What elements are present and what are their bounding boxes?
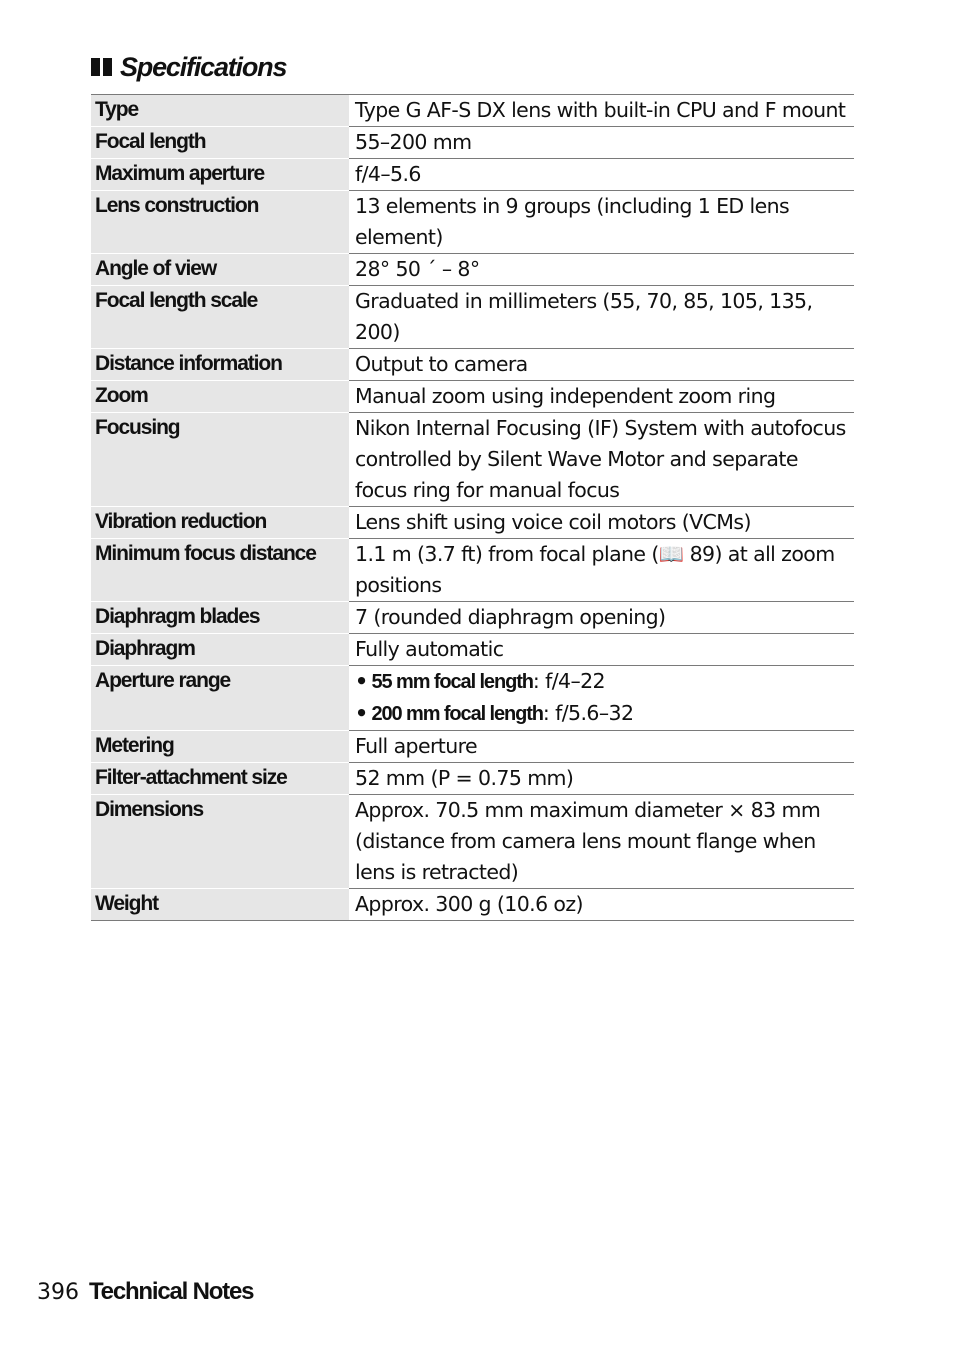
spec-label: Diaphragm blades [91,602,349,634]
spec-value: 52 mm (P = 0.75 mm) [349,763,854,795]
spec-label: Zoom [91,381,349,413]
spec-label: Dimensions [91,795,349,889]
spec-row [91,634,854,666]
spec-value: 7 (rounded diaphragm opening) [349,602,854,634]
spec-row [91,254,854,286]
spec-row [91,666,854,731]
spec-label: Distance information [91,349,349,381]
spec-row [91,127,854,159]
spec-label: Diaphragm [91,634,349,666]
spec-label: Type [91,95,349,127]
spec-value: f/4–5.6 [349,159,854,191]
spec-row [91,349,854,381]
spec-value [349,666,854,731]
spec-label: Metering [91,731,349,763]
spec-value: Output to camera [349,349,854,381]
spec-row [91,763,854,795]
spec-value: Graduated in millimeters (55, 70, 85, 105, 135, 200) [349,286,854,349]
spec-label: Aperture range [91,666,349,731]
spec-label: Focal length scale [91,286,349,349]
heading-title: Specifications [120,51,287,82]
spec-row [91,286,854,349]
spec-value: Type G AF-S DX lens with built-in CPU and F mount [349,95,854,127]
spec-label: Lens construction [91,191,349,254]
spec-label: Focal length [91,127,349,159]
spec-value: Full aperture [349,731,854,763]
spec-value: 28° 50 ´ – 8° [349,254,854,286]
spec-value: 55–200 mm [349,127,854,159]
bullet-value: : f/5.6–32 [542,701,634,725]
double-square-marker-icon [91,58,112,76]
spec-label: Angle of view [91,254,349,286]
spec-label: Focusing [91,413,349,507]
spec-value: 13 elements in 9 groups (including 1 ED lens element) [349,191,854,254]
section-name: Technical Notes [89,1278,254,1305]
spec-value: Approx. 70.5 mm maximum diameter × 83 mm (distance from camera lens mount flange when lens is retracted) [349,795,854,889]
spec-value: 1.1 m (3.7 ft) from focal plane (📖 89) at all zoom positions [349,539,854,602]
spec-row [91,191,854,254]
spec-value: Manual zoom using independent zoom ring [349,381,854,413]
page-footer [37,1278,253,1306]
specifications-table [91,94,854,921]
spec-row [91,889,854,921]
spec-row [91,795,854,889]
bullet-icon: • [355,701,368,725]
section-heading [91,50,286,84]
spec-label: Maximum aperture [91,159,349,191]
bullet-value: : f/4–22 [532,669,606,693]
bullet-item [355,698,850,730]
page-number: 396 [37,1280,79,1305]
spec-value: Fully automatic [349,634,854,666]
bullet-icon: • [355,669,368,693]
spec-row [91,602,854,634]
spec-label: Weight [91,889,349,921]
bullet-bold-label: 55 mm focal length [371,671,533,693]
spec-row [91,731,854,763]
spec-row [91,507,854,539]
spec-value: Lens shift using voice coil motors (VCMs) [349,507,854,539]
spec-label: Filter-attachment size [91,763,349,795]
spec-row [91,381,854,413]
bullet-bold-label: 200 mm focal length [371,703,543,725]
spec-row [91,95,854,127]
spec-row [91,159,854,191]
spec-row [91,413,854,507]
spec-row [91,539,854,602]
spec-label: Minimum focus distance [91,539,349,602]
spec-label: Vibration reduction [91,507,349,539]
spec-value: Approx. 300 g (10.6 oz) [349,889,854,921]
spec-value: Nikon Internal Focusing (IF) System with autofocus controlled by Silent Wave Motor and separate focus ring for manual focus [349,413,854,507]
bullet-item [355,666,850,698]
